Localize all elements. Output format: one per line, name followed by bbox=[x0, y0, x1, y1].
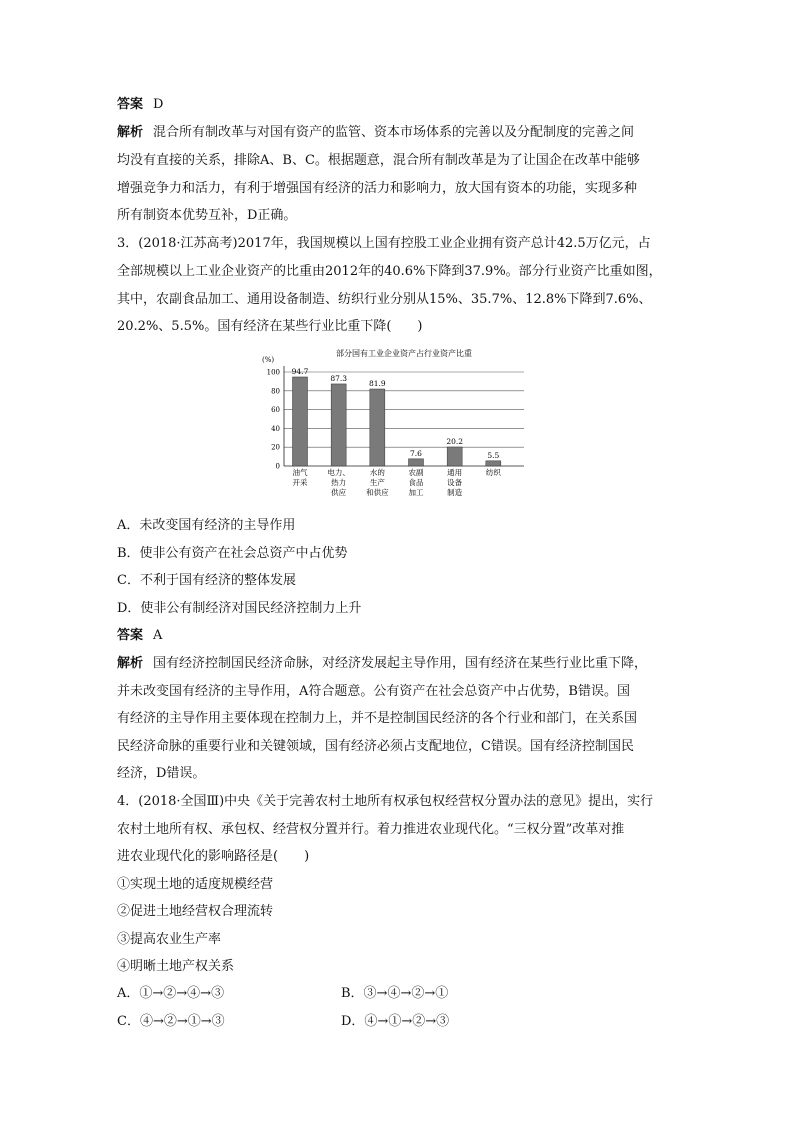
q2-answer-label: 答案 bbox=[117, 97, 144, 112]
value-label-5: 5.5 bbox=[487, 450, 500, 460]
category-label-5-0: 纺织 bbox=[485, 468, 501, 477]
bar-5 bbox=[486, 461, 501, 466]
chart-bars bbox=[293, 377, 501, 466]
q4-item-3: ③提高农业生产率 bbox=[117, 932, 222, 947]
bar-2 bbox=[370, 389, 385, 466]
value-label-1: 87.3 bbox=[330, 373, 348, 383]
q4-item-2: ②促进土地经营权合理流转 bbox=[117, 904, 274, 919]
y-tick-label-40: 40 bbox=[271, 424, 280, 433]
y-tick-label-100: 100 bbox=[266, 368, 280, 377]
category-label-2-2: 和供应 bbox=[366, 488, 389, 497]
y-tick-label-80: 80 bbox=[271, 387, 280, 396]
value-label-3: 7.6 bbox=[410, 448, 422, 458]
q2-analysis-text-1: 混合所有制改革与对国有资产的监管、资本市场体系的完善以及分配制度的完善之间 bbox=[153, 125, 635, 140]
category-label-3-0: 农副 bbox=[408, 468, 424, 477]
q3-stem-line-3: 其中，农副食品加工、通用设备制造、纺织行业分别从15%、35.7%、12.8%下降到7.6%、 bbox=[117, 292, 652, 307]
category-label-2-1: 生产 bbox=[369, 478, 385, 487]
q3-answer-value: A bbox=[153, 628, 163, 643]
q4-stem-line-3: 进农业现代化的影响路径是( ) bbox=[117, 849, 310, 864]
q3-analysis-label: 解析 bbox=[117, 656, 144, 671]
value-label-0: 94.7 bbox=[291, 366, 309, 376]
category-label-1-2: 供应 bbox=[331, 488, 347, 497]
q3-answer bbox=[117, 627, 162, 645]
q3-stem-line-2: 全部规模以上工业企业资产的比重由2012年的40.6%下降到37.9%。部分行业资产比重如图， bbox=[117, 264, 662, 279]
q3-analysis-text-1: 国有经济控制国民经济命脉，对经济发展起主导作用，国有经济在某些行业比重下降， bbox=[153, 656, 648, 671]
category-label-0-0: 油气 bbox=[292, 468, 308, 477]
y-tick-label-20: 20 bbox=[271, 443, 280, 452]
q4-stem-line-1: 4．(2018·全国Ⅲ)中央《关于完善农村土地所有权承包权经营权分置办法的意见》提出，实行 bbox=[117, 794, 654, 809]
q3-analysis-line-2: 并未改变国有经济的主导作用，A符合题意。公有资产在社会总资产中占优势，B错误。国 bbox=[117, 684, 630, 699]
q3-analysis-line-5: 经济，D错误。 bbox=[117, 766, 206, 781]
chart-ylabel: (%) bbox=[262, 356, 275, 364]
bar-3 bbox=[409, 459, 424, 466]
q3-analysis-line-3: 有经济的主导作用主要体现在控制力上，并不是控制国民经济的各个行业和部门，在关系国 bbox=[117, 711, 638, 726]
value-label-2: 81.9 bbox=[368, 379, 386, 389]
category-label-3-2: 加工 bbox=[408, 488, 424, 497]
category-label-4-0: 通用 bbox=[447, 468, 463, 477]
category-label-4-1: 设备 bbox=[447, 478, 463, 487]
q3-analysis-line-1 bbox=[117, 655, 647, 673]
bar-0 bbox=[293, 377, 308, 466]
q3-option-b: B．使非公有资产在社会总资产中占优势 bbox=[117, 546, 348, 561]
bar-1 bbox=[331, 384, 346, 466]
q4-stem-line-2: 农村土地所有权、承包权、经营权分置并行。着力推进农业现代化。“三权分置”改革对推 bbox=[117, 822, 625, 837]
q4-item-4: ④明晰土地产权关系 bbox=[117, 959, 235, 974]
q4-item-1: ①实现土地的适度规模经营 bbox=[117, 877, 274, 892]
bar-4 bbox=[447, 447, 462, 466]
q4-option-a: A．①→②→④→③ bbox=[117, 986, 225, 1001]
chart-value-labels bbox=[292, 367, 500, 460]
category-label-3-1: 食品 bbox=[408, 478, 424, 487]
category-label-1-1: 热力 bbox=[331, 478, 347, 487]
q2-answer bbox=[117, 96, 163, 114]
q3-answer-label: 答案 bbox=[117, 628, 144, 643]
chart-title: 部分国有工业企业资产占行业资产比重 bbox=[336, 349, 472, 358]
q3-stem-line-4: 20.2%、5.5%。国有经济在某些行业比重下降( ) bbox=[117, 319, 423, 334]
category-label-1-0: 电力、 bbox=[327, 468, 350, 477]
q4-option-d: D．④→①→②→③ bbox=[341, 1014, 450, 1029]
q2-answer-value: D bbox=[153, 97, 164, 112]
q2-analysis-line-2: 均没有直接的关系，排除A、B、C。根据题意，混合所有制改革是为了让国企在改革中能够 bbox=[117, 153, 640, 168]
q3-option-c: C．不利于国有经济的整体发展 bbox=[117, 573, 296, 588]
q3-stem-line-1: 3．(2018·江苏高考)2017年，我国规模以上国有控股工业企业拥有资产总计42.5万亿元，占 bbox=[117, 236, 651, 251]
y-tick-label-60: 60 bbox=[271, 406, 280, 415]
y-tick-label-0: 0 bbox=[275, 462, 280, 471]
q2-analysis-label: 解析 bbox=[117, 125, 144, 140]
q3-option-d: D．使非公有制经济对国民经济控制力上升 bbox=[117, 601, 362, 616]
q2-analysis-line-1 bbox=[117, 124, 634, 142]
value-label-4: 20.2 bbox=[446, 437, 464, 447]
category-label-2-0: 水的 bbox=[369, 468, 385, 477]
category-label-0-1: 开采 bbox=[292, 478, 308, 487]
bar-chart bbox=[256, 346, 526, 506]
q3-option-a: A．未改变国有经济的主导作用 bbox=[117, 518, 296, 533]
q2-analysis-line-4: 所有制资本优势互补，D正确。 bbox=[117, 208, 297, 223]
category-label-4-2: 制造 bbox=[447, 488, 463, 497]
chart-y-tick-labels bbox=[267, 369, 280, 471]
q4-option-b: B．③→④→②→① bbox=[341, 986, 449, 1001]
chart-category-labels bbox=[293, 467, 502, 497]
q3-analysis-line-4: 民经济命脉的重要行业和关键领域，国有经济必须占支配地位，C错误。国有经济控制国民 bbox=[117, 739, 634, 754]
q4-option-c: C．④→②→①→③ bbox=[117, 1014, 225, 1029]
q2-analysis-line-3: 增强竞争力和活力，有利于增强国有经济的活力和影响力，放大国有资本的功能，实现多种 bbox=[117, 181, 638, 196]
